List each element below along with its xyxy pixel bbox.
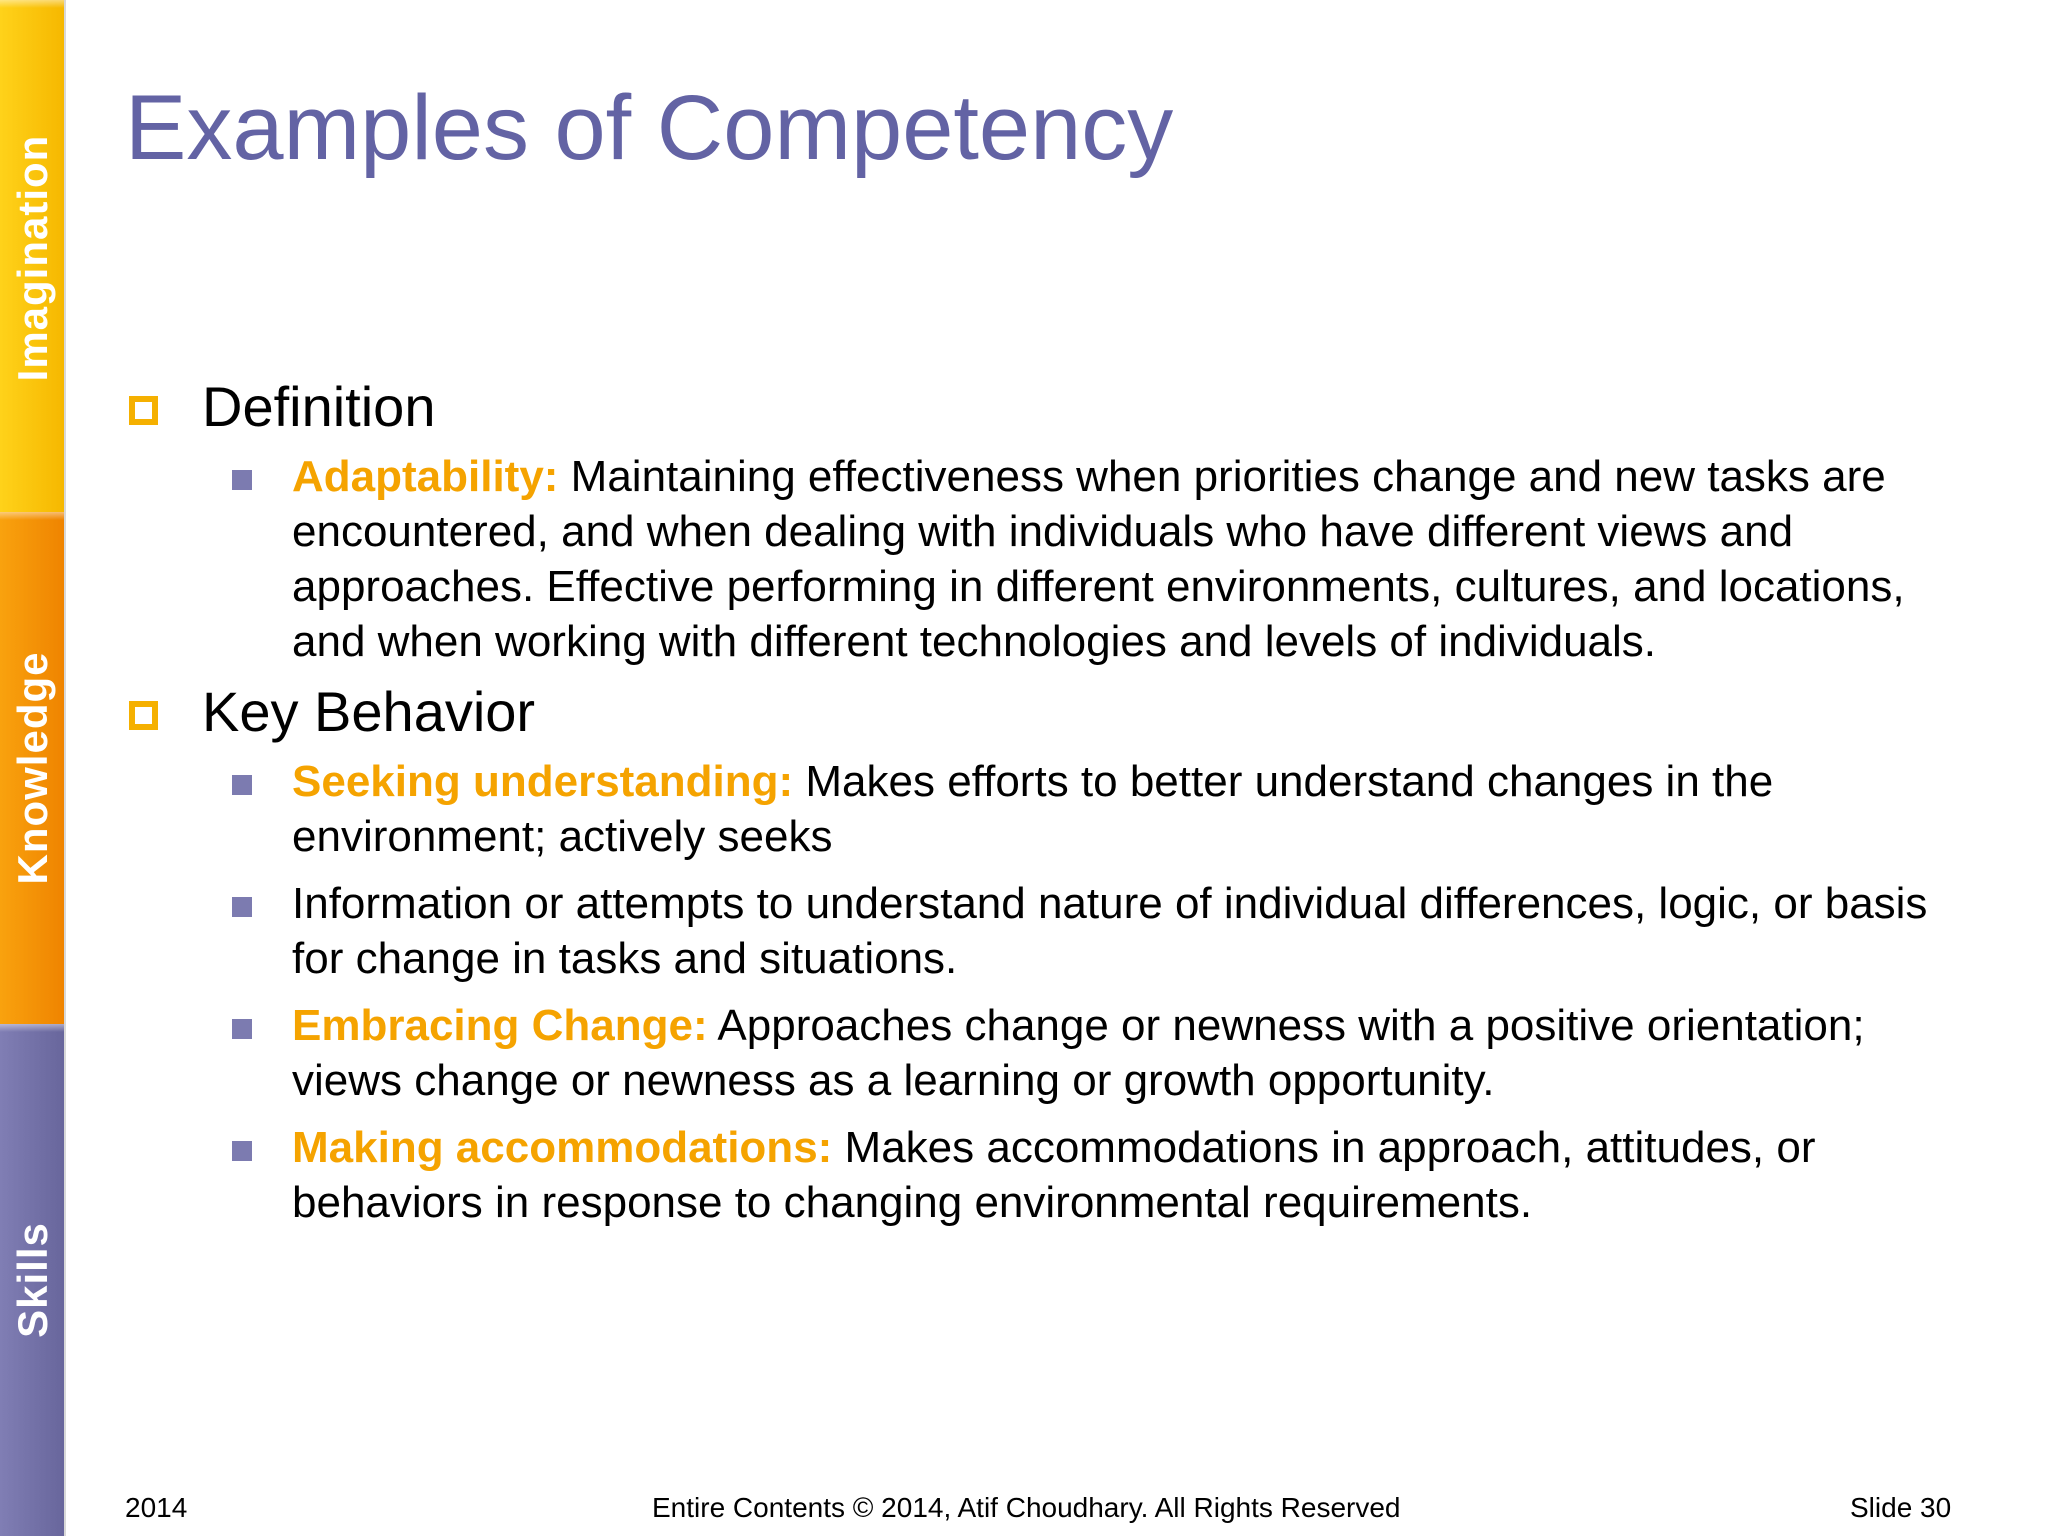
list-item [125,998,1965,1108]
list-item [125,876,1965,986]
section-heading-key-behavior: Key Behavior [125,677,1965,747]
item-term: Seeking understanding: [292,757,794,806]
item-text: Information or attempts to understand nature of individual differences, logic, or basis for change in tasks and situations. [292,879,1928,983]
footer-copyright: Entire Contents © 2014, Atif Choudhary. All Rights Reserved [652,1492,1401,1523]
item-term: Embracing Change: [292,1001,708,1050]
footer-year: 2014 [125,1492,188,1523]
hollow-square-bullet-icon [129,396,158,425]
list-item [125,754,1965,864]
square-bullet-icon [232,1019,252,1039]
square-bullet-icon [232,1141,252,1161]
list-item [125,449,1965,669]
square-bullet-icon [232,470,252,490]
slide-number: Slide 30 [1850,1492,1952,1523]
item-term: Making accommodations: [292,1123,833,1172]
item-text: Makes accommodations in approach, attitudes, or behaviors in response to changing environmental requirements. [292,1123,1816,1227]
sidebar-tab-label: Knowledge [9,651,56,885]
square-bullet-icon [232,775,252,795]
hollow-square-bullet-icon [129,701,158,730]
sidebar-tab-label: Skills [9,1222,56,1338]
slide-title: Examples of Competency [125,77,1174,179]
list-item [125,1120,1965,1230]
sidebar-tab-label: Imagination [9,134,56,382]
square-bullet-icon [232,897,252,917]
slide-body [125,372,1965,1230]
item-text: Makes efforts to better understand changes in the environment; actively seeks [292,757,1774,861]
item-term: Adaptability: [292,452,559,501]
section-heading-definition: Definition [125,372,1965,442]
sidebar-tab-imagination [0,0,66,512]
item-text: Maintaining effectiveness when priorities change and new tasks are encountered, and when dealing with individuals who have different views and approaches. Effective performing in different environments, cultures, and locations, and when working with different technologies and levels of individuals. [292,452,1905,666]
sidebar-tab-skills [0,1024,66,1536]
item-text: Approaches change or newness with a positive orientation; views change or newness as a learning or growth opportunity. [292,1001,1865,1105]
sidebar [0,0,66,1536]
sidebar-tab-knowledge [0,512,66,1024]
